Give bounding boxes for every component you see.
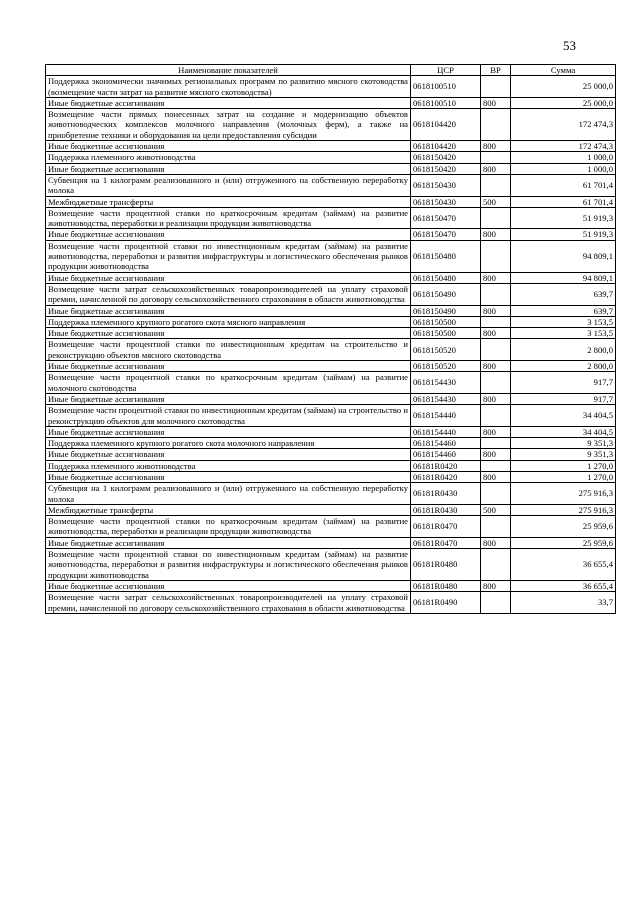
cell-amount: 172 474,3 xyxy=(511,141,616,152)
table-row xyxy=(46,460,616,471)
cell-vr: 500 xyxy=(481,196,511,207)
table-header-row xyxy=(46,65,616,76)
cell-csr: 0618150520 xyxy=(411,339,481,361)
budget-table xyxy=(45,64,616,614)
cell-amount: 61 701,4 xyxy=(511,196,616,207)
cell-amount: 1 270,0 xyxy=(511,471,616,482)
cell-name: Межбюджетные трансферты xyxy=(46,504,411,515)
cell-vr: 800 xyxy=(481,393,511,404)
cell-vr: 800 xyxy=(481,361,511,372)
table-row xyxy=(46,163,616,174)
cell-name: Иные бюджетные ассигнования xyxy=(46,471,411,482)
cell-vr: 800 xyxy=(481,449,511,460)
header-amount: Сумма xyxy=(511,65,616,76)
header-csr: ЦСР xyxy=(411,65,481,76)
cell-amount: 36 655,4 xyxy=(511,580,616,591)
table-row xyxy=(46,196,616,207)
cell-name: Возмещение части процентной ставки по краткосрочным кредитам (займам) на развитие животноводства, переработки и реализации продукции животноводства xyxy=(46,516,411,538)
table-row xyxy=(46,152,616,163)
table-row xyxy=(46,76,616,98)
table-row xyxy=(46,549,616,581)
table-row xyxy=(46,592,616,614)
cell-vr xyxy=(481,438,511,449)
cell-name: Иные бюджетные ассигнования xyxy=(46,97,411,108)
cell-vr xyxy=(481,283,511,305)
cell-amount: 1 270,0 xyxy=(511,460,616,471)
cell-vr xyxy=(481,516,511,538)
cell-amount: 94 809,1 xyxy=(511,272,616,283)
cell-name: Иные бюджетные ассигнования xyxy=(46,328,411,339)
cell-vr xyxy=(481,76,511,98)
cell-amount: 25 000,0 xyxy=(511,97,616,108)
table-row xyxy=(46,504,616,515)
cell-name: Возмещение части процентной ставки по инвестиционным кредитам (займам) на строительство и реконструкцию объектов для молочного скотоводства xyxy=(46,405,411,427)
cell-amount: 2 800,0 xyxy=(511,339,616,361)
table-row xyxy=(46,305,616,316)
table-row xyxy=(46,372,616,394)
cell-amount: 639,7 xyxy=(511,305,616,316)
page-number: 53 xyxy=(563,38,576,53)
cell-amount: 34 404,5 xyxy=(511,405,616,427)
cell-name: Возмещение части затрат сельскохозяйственных товаропроизводителей на уплату страховой премии, начисленной по договору сельскохозяйственного страхования в области животноводства xyxy=(46,283,411,305)
cell-vr: 800 xyxy=(481,471,511,482)
table-row xyxy=(46,393,616,404)
cell-name: Возмещение части процентной ставки по инвестиционным кредитам (займам) на развитие животноводства, переработки и развития инфраструктуры и логистического обеспечения рынков продукции животноводства xyxy=(46,549,411,581)
table-row xyxy=(46,229,616,240)
cell-amount: 917,7 xyxy=(511,372,616,394)
table-row xyxy=(46,339,616,361)
table-row xyxy=(46,483,616,505)
cell-csr: 06181R0480 xyxy=(411,549,481,581)
cell-vr xyxy=(481,240,511,272)
cell-csr: 06181R0430 xyxy=(411,504,481,515)
cell-csr: 0618150420 xyxy=(411,163,481,174)
table-row xyxy=(46,426,616,437)
table-row xyxy=(46,405,616,427)
cell-vr xyxy=(481,549,511,581)
cell-name: Возмещение части прямых понесенных затрат на создание и модернизацию объектов животноводческих комплексов молочного направления (молочных ферм), а также на приобретение техники и оборудования на цели предоставления субсидии xyxy=(46,109,411,141)
cell-vr: 500 xyxy=(481,504,511,515)
cell-vr xyxy=(481,207,511,229)
cell-csr: 0618150480 xyxy=(411,272,481,283)
cell-name: Поддержка племенного крупного рогатого скота мясного направления xyxy=(46,316,411,327)
cell-csr: 0618150420 xyxy=(411,152,481,163)
cell-vr: 800 xyxy=(481,229,511,240)
cell-name: Иные бюджетные ассигнования xyxy=(46,141,411,152)
cell-name: Субвенция на 1 килограмм реализованного и (или) отгруженного на собственную переработку молока xyxy=(46,483,411,505)
cell-amount: 172 474,3 xyxy=(511,109,616,141)
cell-amount: 9 351,3 xyxy=(511,438,616,449)
cell-vr xyxy=(481,316,511,327)
cell-csr: 0618150490 xyxy=(411,283,481,305)
table-row xyxy=(46,272,616,283)
cell-name: Иные бюджетные ассигнования xyxy=(46,580,411,591)
cell-amount: 25 959,6 xyxy=(511,537,616,548)
table-row xyxy=(46,97,616,108)
cell-name: Возмещение части процентной ставки по инвестиционным кредитам на строительство и реконструкцию объектов мясного скотоводства xyxy=(46,339,411,361)
cell-csr: 06181R0470 xyxy=(411,516,481,538)
table-row xyxy=(46,283,616,305)
cell-csr: 0618150490 xyxy=(411,305,481,316)
cell-amount: 1 000,0 xyxy=(511,152,616,163)
cell-csr: 06181R0490 xyxy=(411,592,481,614)
cell-amount: 2 800,0 xyxy=(511,361,616,372)
cell-name: Поддержка экономически значимых региональных программ по развитию мясного скотоводства (возмещение части затрат на развитие мясного скотоводства) xyxy=(46,76,411,98)
cell-csr: 06181R0470 xyxy=(411,537,481,548)
cell-amount: 36 655,4 xyxy=(511,549,616,581)
cell-vr xyxy=(481,109,511,141)
table-row xyxy=(46,240,616,272)
cell-csr: 06181R0480 xyxy=(411,580,481,591)
cell-amount: 1 000,0 xyxy=(511,163,616,174)
cell-vr: 800 xyxy=(481,272,511,283)
cell-csr: 0618154440 xyxy=(411,405,481,427)
cell-csr: 0618104420 xyxy=(411,109,481,141)
cell-vr xyxy=(481,460,511,471)
table-row xyxy=(46,516,616,538)
cell-amount: 275 916,3 xyxy=(511,483,616,505)
cell-name: Иные бюджетные ассигнования xyxy=(46,305,411,316)
cell-csr: 0618150480 xyxy=(411,240,481,272)
cell-vr xyxy=(481,483,511,505)
cell-amount: 51 919,3 xyxy=(511,207,616,229)
cell-amount: 9 351,3 xyxy=(511,449,616,460)
table-row xyxy=(46,580,616,591)
cell-amount: 3 153,5 xyxy=(511,328,616,339)
cell-amount: 25 000,0 xyxy=(511,76,616,98)
cell-name: Межбюджетные трансферты xyxy=(46,196,411,207)
cell-csr: 0618150520 xyxy=(411,361,481,372)
cell-vr: 800 xyxy=(481,305,511,316)
cell-vr: 800 xyxy=(481,141,511,152)
cell-csr: 0618154460 xyxy=(411,449,481,460)
cell-name: Иные бюджетные ассигнования xyxy=(46,537,411,548)
cell-vr xyxy=(481,405,511,427)
cell-vr xyxy=(481,339,511,361)
cell-vr: 800 xyxy=(481,580,511,591)
cell-name: Иные бюджетные ассигнования xyxy=(46,361,411,372)
cell-csr: 06181R0430 xyxy=(411,483,481,505)
cell-vr: 800 xyxy=(481,537,511,548)
cell-vr: 800 xyxy=(481,426,511,437)
table-row xyxy=(46,471,616,482)
table-row xyxy=(46,537,616,548)
table-row xyxy=(46,328,616,339)
header-vr: ВР xyxy=(481,65,511,76)
table-row xyxy=(46,141,616,152)
table-row xyxy=(46,438,616,449)
cell-vr xyxy=(481,592,511,614)
cell-csr: 0618150430 xyxy=(411,196,481,207)
cell-name: Возмещение части процентной ставки по краткосрочным кредитам (займам) на развитие молочного скотоводства xyxy=(46,372,411,394)
cell-name: Субвенция на 1 килограмм реализованного и (или) отгруженного на собственную переработку молока xyxy=(46,174,411,196)
cell-amount: 3 153,5 xyxy=(511,316,616,327)
cell-amount: 34 404,5 xyxy=(511,426,616,437)
cell-csr: 06181R0420 xyxy=(411,460,481,471)
cell-vr xyxy=(481,372,511,394)
cell-csr: 0618100510 xyxy=(411,97,481,108)
cell-vr: 800 xyxy=(481,328,511,339)
table-row xyxy=(46,109,616,141)
cell-csr: 0618104420 xyxy=(411,141,481,152)
cell-name: Возмещение части процентной ставки по краткосрочным кредитам (займам) на развитие животноводства, переработки и реализации продукции животноводства xyxy=(46,207,411,229)
table-row xyxy=(46,449,616,460)
header-name: Наименование показателей xyxy=(46,65,411,76)
cell-name: Поддержка племенного животноводства xyxy=(46,152,411,163)
cell-csr: 06181R0420 xyxy=(411,471,481,482)
cell-amount: 33,7 xyxy=(511,592,616,614)
cell-csr: 0618150470 xyxy=(411,207,481,229)
cell-csr: 0618154430 xyxy=(411,393,481,404)
cell-amount: 917,7 xyxy=(511,393,616,404)
cell-csr: 0618154440 xyxy=(411,426,481,437)
cell-csr: 0618150500 xyxy=(411,328,481,339)
table-row xyxy=(46,316,616,327)
cell-amount: 639,7 xyxy=(511,283,616,305)
cell-name: Поддержка племенного животноводства xyxy=(46,460,411,471)
cell-name: Иные бюджетные ассигнования xyxy=(46,426,411,437)
cell-csr: 0618154430 xyxy=(411,372,481,394)
table-row xyxy=(46,361,616,372)
cell-csr: 0618150470 xyxy=(411,229,481,240)
cell-vr xyxy=(481,152,511,163)
cell-amount: 25 959,6 xyxy=(511,516,616,538)
table-row xyxy=(46,207,616,229)
cell-csr: 0618100510 xyxy=(411,76,481,98)
cell-name: Иные бюджетные ассигнования xyxy=(46,393,411,404)
cell-amount: 51 919,3 xyxy=(511,229,616,240)
table-row xyxy=(46,174,616,196)
cell-csr: 0618150500 xyxy=(411,316,481,327)
cell-amount: 94 809,1 xyxy=(511,240,616,272)
cell-csr: 0618154460 xyxy=(411,438,481,449)
cell-name: Иные бюджетные ассигнования xyxy=(46,449,411,460)
cell-amount: 275 916,3 xyxy=(511,504,616,515)
cell-vr: 800 xyxy=(481,163,511,174)
cell-vr xyxy=(481,174,511,196)
cell-name: Иные бюджетные ассигнования xyxy=(46,272,411,283)
cell-amount: 61 701,4 xyxy=(511,174,616,196)
cell-name: Иные бюджетные ассигнования xyxy=(46,229,411,240)
cell-vr: 800 xyxy=(481,97,511,108)
cell-csr: 0618150430 xyxy=(411,174,481,196)
cell-name: Возмещение части процентной ставки по инвестиционным кредитам (займам) на развитие животноводства, переработки и развития инфраструктуры и логистического обеспечения рынков продукции животноводства xyxy=(46,240,411,272)
cell-name: Иные бюджетные ассигнования xyxy=(46,163,411,174)
cell-name: Поддержка племенного крупного рогатого скота молочного направления xyxy=(46,438,411,449)
cell-name: Возмещение части затрат сельскохозяйственных товаропроизводителей на уплату страховой премии, начисленной по договору сельскохозяйственного страхования в области животноводства xyxy=(46,592,411,614)
